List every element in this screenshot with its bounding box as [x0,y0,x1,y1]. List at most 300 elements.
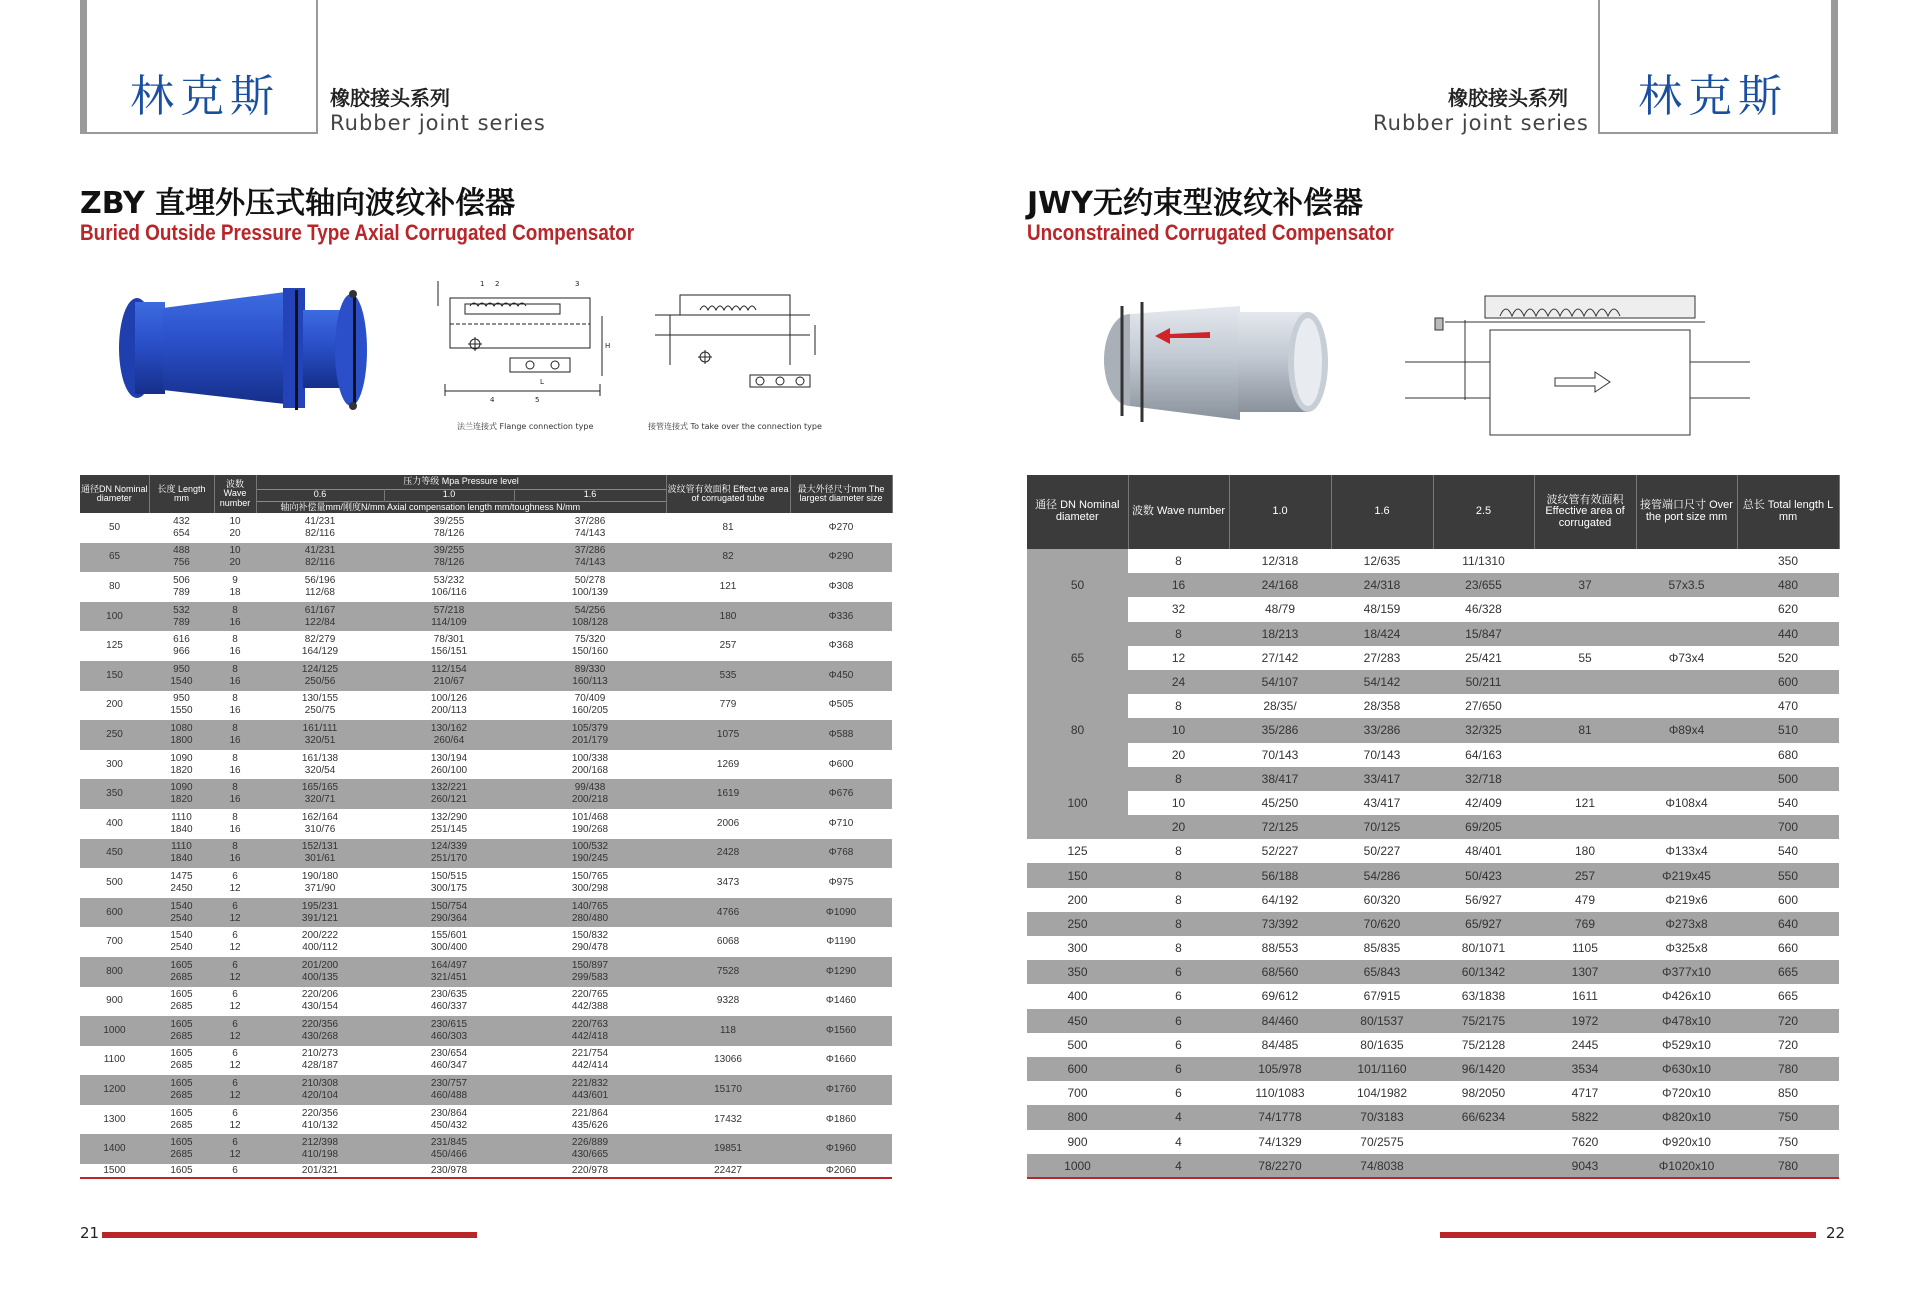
series-title-cn: 橡胶接头系列 [1448,86,1568,110]
cell-p-0-6: 212/398 410/198 [256,1134,384,1164]
cell-dn: 800 [80,957,149,987]
cell-port: Φ720x10 [1662,1086,1711,1101]
header-dn: 通径DN Nominal diameter [80,475,149,513]
table-row [1027,718,1839,742]
cell-area: 7620 [1571,1134,1599,1149]
cell-diameter: Φ505 [828,699,854,711]
cell-p-1-0: 18/213 [1229,622,1331,646]
cell-p-1-0: 230/757 460/488 [384,1075,514,1105]
cell-p-1-6: 12/635 [1363,554,1401,569]
cell-length: 1605 2685 [149,1075,214,1105]
cell-diameter: Φ270 [828,521,854,533]
svg-text:3: 3 [575,280,580,288]
cell-area: 7528 [666,957,790,987]
cell-length: 350 [1777,554,1799,569]
cell-dn: 400 [1067,989,1088,1004]
cell-dn: 900 [1067,1134,1088,1149]
cell-wave: 8 16 [214,839,256,869]
cell-p-2-5: 25/421 [1465,650,1502,665]
cell-p-1-6: 50/227 [1363,844,1401,859]
cell-wave: 8 [1175,844,1182,859]
cell-wave: 6 12 [229,989,241,1013]
cell-length: 510 [1737,718,1839,742]
cell-p-2-5: 46/328 [1465,602,1502,617]
cell-wave: 10 [1128,718,1229,742]
table-row [80,543,892,573]
cell-port: Φ478x10 [1636,1009,1737,1033]
table-row [1027,1081,1839,1105]
header-effective-area: 波纹管有效面积 Effect ve area of corrugated tube [666,475,790,513]
cell-dn: 65 [1027,622,1128,695]
cell-port: Φ920x10 [1662,1134,1711,1149]
cell-area-empty [1534,670,1636,694]
cell-p-1-0: 130/194 260/100 [430,752,468,776]
cell-p-2-5: 15/847 [1433,622,1534,646]
cell-area: 1269 [716,758,740,770]
cell-p-1-0: 64/192 [1261,892,1299,907]
cell-area: 81 [1534,718,1636,742]
cell-area: 4766 [666,898,790,928]
cell-diameter: Φ1760 [790,1075,892,1105]
cell-p-1-0: 57/218 114/109 [384,602,514,632]
cell-port-empty [1636,622,1737,646]
cell-p-1-0: 73/392 [1229,912,1331,936]
cell-length: 950 1550 [170,693,193,717]
cell-area: 3534 [1534,1057,1636,1081]
cell-dn: 250 [80,720,149,750]
cell-diameter: Φ2060 [825,1165,857,1177]
cell-length: 750 [1777,1134,1799,1149]
header-pressure-1-0: 1.0 [1229,475,1331,549]
cell-p-1-0: 132/290 251/145 [430,811,468,835]
cell-p-1-0: 68/560 [1229,960,1331,984]
cell-wave: 6 12 [229,930,241,954]
cell-wave: 8 16 [214,779,256,809]
cell-area-empty [1534,622,1636,646]
cell-p-2-5: 32/718 [1433,767,1534,791]
cell-port-empty [1636,815,1737,839]
cell-port-empty [1636,767,1737,791]
cell-p-1-6: 67/915 [1363,989,1401,1004]
cell-p-2-5: 11/1310 [1462,554,1505,569]
cell-p-0-6: 210/273 428/187 [301,1048,339,1072]
cell-p-1-0: 105/978 [1229,1057,1331,1081]
cell-p-1-0: 231/845 450/466 [384,1134,514,1164]
table-row [80,868,892,898]
cell-port: 57x3.5 [1636,573,1737,597]
header-pressure-0-6: 0.6 [256,489,384,501]
table-row [80,1105,892,1135]
cell-p-1-0: 56/188 [1229,863,1331,887]
cell-p-1-0: 24/168 [1229,573,1331,597]
cell-dn: 1400 [80,1134,149,1164]
cell-port: Φ133x4 [1665,844,1708,859]
cell-wave: 8 [1175,892,1182,907]
cell-p-1-6: 74/8038 [1331,1154,1433,1178]
cell-length: 720 [1777,1037,1799,1052]
cell-dn: 80 [1027,694,1128,767]
cell-p-1-0: 150/515 300/175 [430,870,468,894]
cell-dn: 1000 [80,1016,149,1046]
cell-p-1-6: 150/897 299/583 [514,957,666,987]
cell-p-1-6: 104/1982 [1356,1086,1408,1101]
header-bar [1831,0,1838,134]
table-row [80,1075,892,1105]
cell-port: Φ820x10 [1636,1105,1737,1129]
cell-p-1-6: 54/286 [1331,863,1433,887]
caption-take-over-type: 接管连接式 To take over the connection type [648,422,822,431]
table-row [80,750,892,780]
footer-red-bar [102,1232,477,1238]
cell-p-1-6: 70/143 [1363,747,1401,762]
cell-area: 1611 [1572,989,1598,1004]
cell-area: 81 [722,521,734,533]
cell-p-0-6: 220/356 430/268 [256,1016,384,1046]
cell-port-empty [1636,743,1737,767]
cell-p-1-0: 45/250 [1261,795,1299,810]
cell-p-1-6: 150/765 300/298 [571,870,609,894]
cell-length: 665 [1737,960,1839,984]
cell-area: 118 [666,1016,790,1046]
cell-p-0-6: 56/196 112/68 [304,574,336,598]
cell-port-empty [1636,670,1737,694]
table-row [1027,984,1839,1008]
cell-wave: 8 [1128,767,1229,791]
cell-p-2-5: 42/409 [1465,795,1502,810]
brand-logo: 林克斯 [1638,71,1788,122]
cell-wave: 6 12 [214,1016,256,1046]
cell-p-1-0: 84/485 [1261,1037,1299,1052]
cell-p-1-6: 221/832 443/601 [514,1075,666,1105]
cell-length: 540 [1777,844,1799,859]
cell-p-1-6: 48/159 [1363,602,1401,617]
product-photo-gray [1100,298,1350,428]
cell-wave: 6 12 [229,870,241,894]
cell-length: 700 [1737,815,1839,839]
cell-dn: 200 [106,699,123,711]
cell-wave: 10 20 [214,543,256,573]
cell-dn: 500 [1067,1037,1088,1052]
cell-area: 4717 [1571,1086,1599,1101]
cell-dn: 400 [106,817,123,829]
cell-wave: 20 [1128,815,1229,839]
cell-length: 1080 1800 [149,720,214,750]
cell-diameter: Φ1290 [790,957,892,987]
table-row [1027,646,1839,670]
cell-p-0-6: 61/167 122/84 [256,602,384,632]
table-row [1027,960,1839,984]
cell-p-0-6: 41/231 82/116 [304,515,336,539]
cell-area-empty [1534,694,1636,718]
cell-dn: 65 [80,543,149,573]
cell-length: 432 654 [173,515,190,539]
cell-area: 37 [1534,573,1636,597]
cell-p-1-6: 50/278 100/139 [571,574,609,598]
cell-p-0-6: 130/155 250/75 [301,693,339,717]
cell-p-1-0: 100/126 200/113 [430,693,468,717]
product-title-en: Unconstrained Corrugated Compensator [1027,220,1394,245]
cell-p-1-0: 155/601 300/400 [430,930,468,954]
cell-wave: 8 16 [229,693,241,717]
svg-text:L: L [540,378,544,386]
cell-p-2-5: 63/1838 [1461,989,1506,1004]
series-title-cn: 橡胶接头系列 [330,86,450,110]
cell-wave: 8 [1128,912,1229,936]
cell-port-empty [1636,694,1737,718]
cell-p-1-0: 39/255 78/126 [384,543,514,573]
cell-port: Φ1020x10 [1636,1154,1737,1178]
cell-length: 1475 2450 [170,870,193,894]
table-row [1027,549,1839,573]
product-title-en: Buried Outside Pressure Type Axial Corrugated Compensator [80,220,635,245]
cell-p-1-0: 28/35/ [1263,699,1297,714]
cell-length: 620 [1777,602,1799,617]
cell-diameter: Φ308 [828,580,854,592]
cell-wave: 8 16 [229,634,241,658]
cell-length: 750 [1737,1105,1839,1129]
cell-p-1-6: 54/256 108/128 [514,602,666,632]
cell-wave: 10 [1171,795,1186,810]
cell-p-2-5: 23/655 [1433,573,1534,597]
cell-p-1-0: 74/1329 [1258,1134,1302,1149]
table-row [80,661,892,691]
table-row [1027,767,1839,791]
cell-p-1-0: 230/615 460/303 [384,1016,514,1046]
cell-wave: 8 16 [229,811,241,835]
cell-dn: 150 [80,661,149,691]
cell-length: 1605 2685 [149,957,214,987]
cell-port: Φ377x10 [1636,960,1737,984]
cell-area-empty [1534,767,1636,791]
header-underline [80,132,316,134]
cell-area: 769 [1534,912,1636,936]
table-row [80,631,892,661]
cell-wave: 6 [232,1165,238,1177]
cell-p-1-6: 226/889 430/665 [514,1134,666,1164]
cell-dn: 450 [80,839,149,869]
table-row [1027,1009,1839,1033]
cell-dn: 1000 [1027,1154,1128,1178]
cell-area: 22427 [714,1165,742,1177]
cell-diameter: Φ1090 [790,898,892,928]
table-row [80,809,892,839]
cell-p-2-5: 56/927 [1465,892,1502,907]
product-title-cn: ZBY 直埋外压式轴向波纹补偿器 [80,186,516,221]
cell-area: 180 [1574,844,1596,859]
cell-length: 780 [1737,1154,1839,1178]
cell-p-1-0: 74/1778 [1229,1105,1331,1129]
cell-diameter: Φ676 [790,779,892,809]
cell-area: 1105 [1572,941,1598,956]
cell-area: 1307 [1534,960,1636,984]
cell-area: 479 [1574,892,1596,907]
cell-wave: 8 16 [229,752,241,776]
cell-dn: 100 [1027,767,1128,840]
table-row [1027,1057,1839,1081]
cell-p-0-6: 124/125 250/56 [256,661,384,691]
header-pressure-2-5: 2.5 [1433,475,1534,549]
cell-length: 780 [1737,1057,1839,1081]
cell-area: 121 [1574,795,1596,810]
cell-length: 1605 2685 [170,1107,193,1131]
cell-wave: 8 [1128,863,1229,887]
header-pressure-level: 压力等级 Mpa Pressure level [256,475,666,489]
table-row [80,1046,892,1076]
cell-area: 17432 [714,1113,742,1125]
cell-wave: 6 [1128,1057,1229,1081]
cell-p-0-6: 190/180 371/90 [301,870,339,894]
cell-dn: 600 [80,898,149,928]
cell-p-1-6: 70/125 [1331,815,1433,839]
cell-p-1-6: 54/142 [1331,670,1433,694]
cell-area: 779 [719,699,737,711]
cell-wave: 8 [1175,941,1182,956]
cell-p-1-6: 33/286 [1331,718,1433,742]
header-wave: 波数 Wave number [214,475,256,513]
header-pressure-1-0: 1.0 [384,489,514,501]
cell-p-1-6: 220/763 442/418 [514,1016,666,1046]
cell-area: 82 [666,543,790,573]
cell-p-1-6: 140/765 280/480 [514,898,666,928]
cell-length: 1540 2540 [170,930,193,954]
cell-wave: 6 12 [214,1075,256,1105]
cell-p-1-0: 230/978 [430,1165,468,1177]
cell-area: 5822 [1534,1105,1636,1129]
cell-port: Φ630x10 [1636,1057,1737,1081]
cell-wave: 8 16 [214,602,256,632]
table-row [1027,694,1839,718]
cell-p-1-0: 70/143 [1261,747,1299,762]
cell-area-empty [1534,597,1636,621]
cell-p-2-5: 32/325 [1433,718,1534,742]
cell-dn: 450 [1027,1009,1128,1033]
table-row [80,987,892,1017]
cell-wave: 16 [1128,573,1229,597]
cell-length: 680 [1777,747,1799,762]
cell-p-1-0: 35/286 [1229,718,1331,742]
table-row [80,957,892,987]
right-page [960,0,1920,1302]
cell-p-1-0: 132/221 260/121 [384,779,514,809]
cell-p-2-5: 50/211 [1433,670,1534,694]
spec-table-zby [80,475,893,1178]
header-port-size: 接管端口尺寸 Over the port size mm [1636,475,1737,549]
cell-wave: 6 12 [214,1134,256,1164]
cell-p-1-6: 70/620 [1331,912,1433,936]
table-row [1027,888,1839,912]
cell-p-2-5: 48/401 [1465,844,1502,859]
cell-area: 121 [719,580,737,592]
cell-diameter: Φ336 [790,602,892,632]
cell-length: 1110 1840 [170,811,193,835]
cell-length: 616 966 [173,634,190,658]
footer-red-bar [1440,1232,1816,1238]
header-dn: 通径 DN Nominal diameter [1027,475,1128,549]
cell-wave: 6 [1175,989,1182,1004]
cell-p-0-6: 161/138 320/54 [301,752,339,776]
cell-p-1-0: 78/2270 [1229,1154,1331,1178]
header-total-length: 总长 Total length L mm [1737,475,1839,549]
cell-port: Φ219x45 [1636,863,1737,887]
svg-text:1: 1 [480,280,485,288]
cell-wave: 9 18 [229,574,241,598]
cell-p-1-6: 221/754 442/414 [571,1048,609,1072]
header-length: 长度 Length mm [149,475,214,513]
cell-p-1-0: 84/460 [1229,1009,1331,1033]
header-divider [1598,0,1600,134]
cell-p-1-6: 220/765 442/388 [571,989,609,1013]
header-largest-diameter: 最大外径尺寸mm The largest diameter size [790,475,892,513]
cell-p-1-6: 27/283 [1363,650,1401,665]
cell-dn: 300 [1067,941,1088,956]
table-row [1027,815,1839,839]
cell-dn: 800 [1027,1105,1128,1129]
cell-area: 535 [666,661,790,691]
series-title-en: Rubber joint series [330,111,546,135]
cell-p-1-0: 78/301 156/151 [430,634,468,658]
table-row [1027,597,1839,621]
cell-p-2-5 [1433,1130,1534,1154]
cell-p-0-6: 200/222 400/112 [301,930,339,954]
cell-dn: 350 [80,779,149,809]
cell-area-empty [1534,743,1636,767]
cell-p-2-5 [1433,1154,1534,1178]
cell-length: 640 [1737,912,1839,936]
cell-area: 15170 [666,1075,790,1105]
cell-dn: 50 [1027,549,1128,622]
cell-p-1-0: 72/125 [1229,815,1331,839]
table-row [1027,573,1839,597]
cell-diameter: Φ710 [828,817,854,829]
cell-p-1-0: 39/255 78/126 [433,515,465,539]
cell-p-1-0: 54/107 [1229,670,1331,694]
header-effective-area: 波纹管有效面积 Effective area of corrugated [1534,475,1636,549]
cell-length: 506 789 [173,574,190,598]
cell-p-1-6: 37/286 74/143 [574,515,606,539]
cell-wave: 4 [1128,1105,1229,1129]
cell-diameter: Φ1460 [825,995,857,1007]
cell-port: Φ529x10 [1662,1037,1711,1052]
cell-p-1-6: 80/1635 [1360,1037,1404,1052]
cell-wave: 12 [1171,650,1186,665]
cell-length: 1605 2685 [170,1048,193,1072]
cell-area: 2006 [716,817,740,829]
cell-p-1-6: 100/532 190/245 [514,839,666,869]
cell-length: 500 [1737,767,1839,791]
cell-wave: 8 [1175,699,1182,714]
cell-port: Φ73x4 [1668,650,1705,665]
cell-length: 520 [1777,650,1799,665]
cell-length: 488 756 [149,543,214,573]
cell-p-1-6: 101/1160 [1331,1057,1433,1081]
cell-length: 532 789 [149,602,214,632]
cell-p-2-5: 80/1071 [1461,941,1506,956]
cell-port: Φ108x4 [1665,795,1708,810]
cell-length: 600 [1737,670,1839,694]
table-row [80,839,892,869]
header-axial-compensation: 轴向补偿量mm/刚度N/mm Axial compensation length mm/toughness N/mm [256,501,666,513]
drawing-flange-type [430,276,620,406]
cell-p-1-0: 230/635 460/337 [430,989,468,1013]
cell-port: Φ89x4 [1636,718,1737,742]
cell-area: 2428 [666,839,790,869]
cell-diameter: Φ450 [790,661,892,691]
header-wave: 波数 Wave number [1128,475,1229,549]
cell-p-2-5: 98/2050 [1461,1086,1506,1101]
table-row [1027,912,1839,936]
cell-wave: 6 [1128,960,1229,984]
cell-length: 1090 1820 [149,779,214,809]
